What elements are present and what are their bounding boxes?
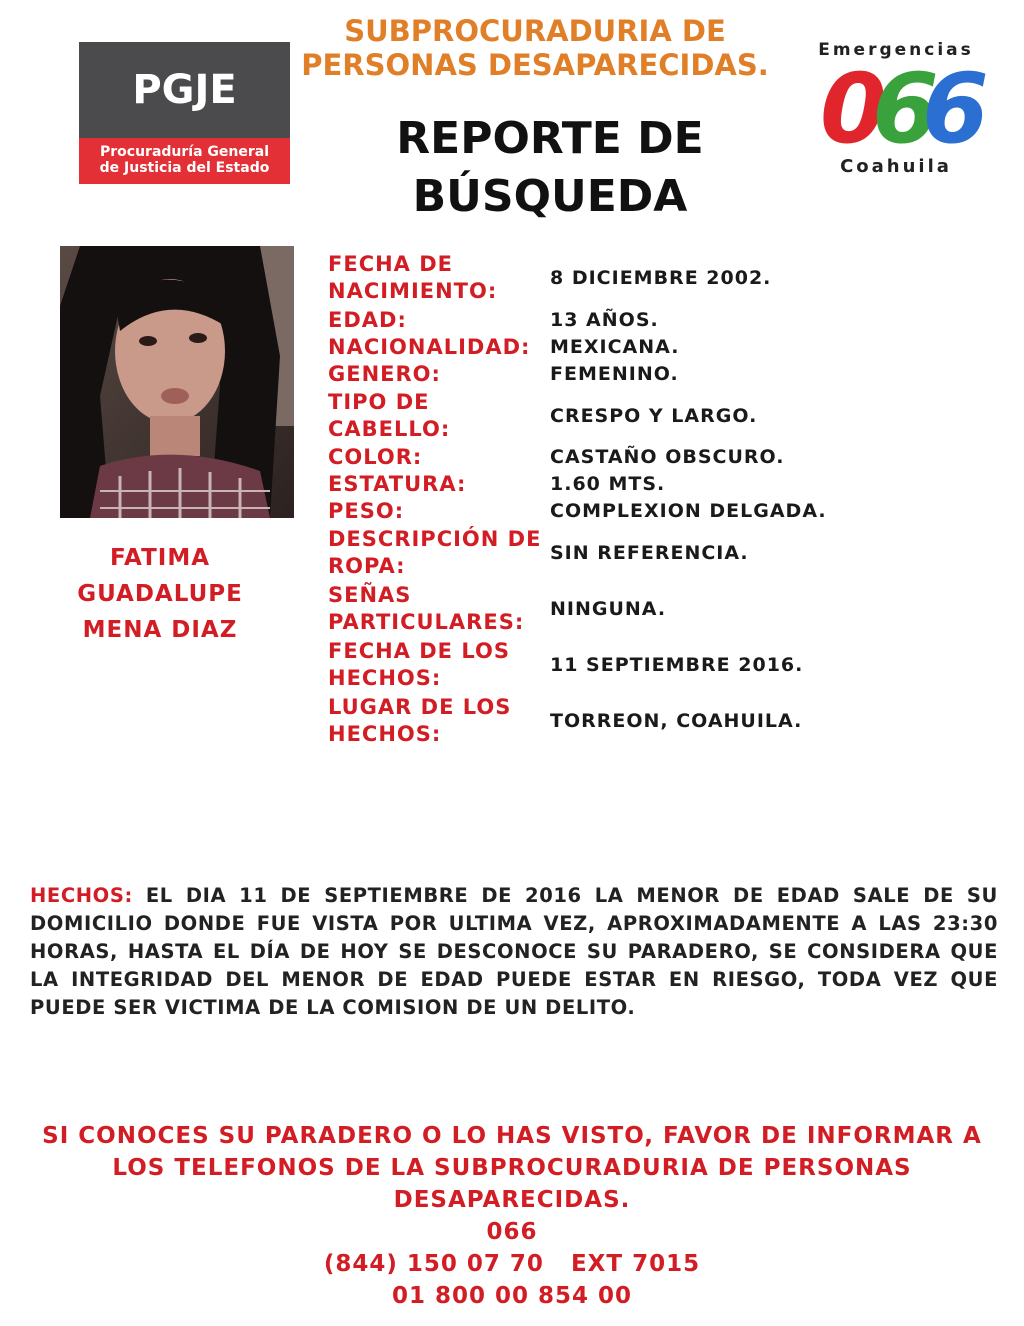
contact-footer	[20, 1120, 1004, 1312]
field-label: SEÑAS PARTICULARES:	[328, 583, 525, 634]
name-line1: FATIMA	[109, 545, 211, 571]
field-value: 8 DICIEMBRE 2002.	[550, 266, 772, 289]
field-value: TORREON, COAHUILA.	[550, 709, 803, 732]
field-age	[328, 306, 948, 334]
phone-emergency: 066	[486, 1219, 538, 1245]
field-label: ESTATURA:	[328, 472, 467, 496]
hechos-paragraph	[30, 882, 998, 1022]
field-label: EDAD:	[328, 307, 407, 332]
agency-subtitle	[300, 14, 770, 82]
field-value: FEMENINO.	[550, 363, 679, 385]
footer-line3: DESAPARECIDAS.	[393, 1187, 631, 1213]
field-label: FECHA DE LOS HECHOS:	[328, 639, 510, 690]
hechos-label: HECHOS:	[30, 884, 133, 907]
phone-tollfree: 01 800 00 854 00	[391, 1283, 633, 1309]
phone-office: (844) 150 07 70 EXT 7015	[323, 1251, 701, 1277]
field-label: FECHA DE NACIMIENTO:	[328, 252, 498, 303]
field-label: TIPO DE CABELLO:	[328, 390, 451, 441]
hechos-text: EL DIA 11 DE SEPTIEMBRE DE 2016 LA MENOR DE EDAD SALE DE SU DOMICILIO DONDE FUE VISTA POR ULTIMA VEZ, APROXIMADAMENTE A LAS 23:30 HORAS, HASTA EL DÍA DE HOY SE DESCONOCE SU PARADERO, SE CONSIDERA QUE LA INTEGRIDAD DEL MENOR DE EDAD PUEDE ESTAR EN RIESGO, TODA VEZ QUE PUEDE SER VICTIMA DE LA COMISION DE UN DELITO.	[30, 884, 998, 1019]
svg-text:0: 0	[820, 53, 887, 165]
field-gender	[328, 361, 948, 388]
report-title-line1: REPORTE DE	[396, 113, 704, 164]
emergencias-066-logo	[808, 40, 989, 200]
field-event-date	[328, 637, 948, 693]
field-value: CASTAÑO OBSCURO.	[550, 446, 785, 468]
number-066-graphic	[814, 53, 989, 165]
field-value: CRESPO Y LARGO.	[550, 404, 758, 427]
footer-line2: LOS TELEFONOS DE LA SUBPROCURADURIA DE PERSONAS	[112, 1155, 912, 1181]
field-label: NACIONALIDAD:	[328, 335, 531, 359]
field-value: COMPLEXION DELGADA.	[550, 500, 827, 522]
field-clothing	[328, 525, 948, 581]
field-label: LUGAR DE LOS HECHOS:	[328, 695, 512, 746]
field-distinguishing-marks	[328, 581, 948, 637]
agency-subtitle-line2: PERSONAS DESAPARECIDAS.	[301, 48, 769, 82]
field-event-place	[328, 693, 948, 749]
missing-person-photo	[60, 246, 294, 518]
field-value: 11 SEPTIEMBRE 2016.	[550, 653, 804, 676]
footer-line1: SI CONOCES SU PARADERO O LO HAS VISTO, FAVOR DE INFORMAR A	[42, 1123, 982, 1149]
pgje-logo	[79, 42, 290, 184]
field-label: COLOR:	[328, 445, 423, 469]
report-title-line2: BÚSQUEDA	[412, 171, 688, 222]
field-label: GENERO:	[328, 362, 441, 386]
field-nationality	[328, 334, 948, 361]
svg-text:6: 6	[872, 53, 939, 165]
emergencias-label: Emergencias	[818, 40, 974, 60]
field-value: 1.60 MTS.	[550, 473, 666, 495]
pgje-abbrev: PGJE	[79, 42, 290, 138]
portrait-image	[60, 246, 294, 518]
field-hair-type	[328, 388, 948, 444]
pgje-fullname-line1: Procuraduría General	[99, 144, 269, 160]
field-value: SIN REFERENCIA.	[550, 541, 749, 564]
pgje-fullname-line2: de Justicia del Estado	[99, 160, 270, 176]
field-value: 13 AÑOS.	[550, 308, 659, 331]
field-value: NINGUNA.	[550, 597, 667, 620]
person-details	[328, 250, 948, 749]
name-line2: GUADALUPE	[77, 581, 243, 607]
field-weight	[328, 498, 948, 525]
pgje-fullname	[79, 138, 290, 184]
svg-text:6: 6	[922, 53, 989, 165]
field-value: MEXICANA.	[550, 336, 680, 358]
field-birthdate	[328, 250, 948, 306]
missing-person-name	[60, 540, 260, 648]
agency-subtitle-line1: SUBPROCURADURIA DE	[344, 14, 726, 48]
name-line3: MENA DIAZ	[82, 617, 238, 643]
field-label: DESCRIPCIÓN DE ROPA:	[328, 527, 542, 578]
field-label: PESO:	[328, 499, 405, 523]
field-height	[328, 471, 948, 498]
coahuila-label: Coahuila	[840, 156, 952, 177]
report-title	[330, 110, 770, 226]
field-hair-color	[328, 444, 948, 471]
